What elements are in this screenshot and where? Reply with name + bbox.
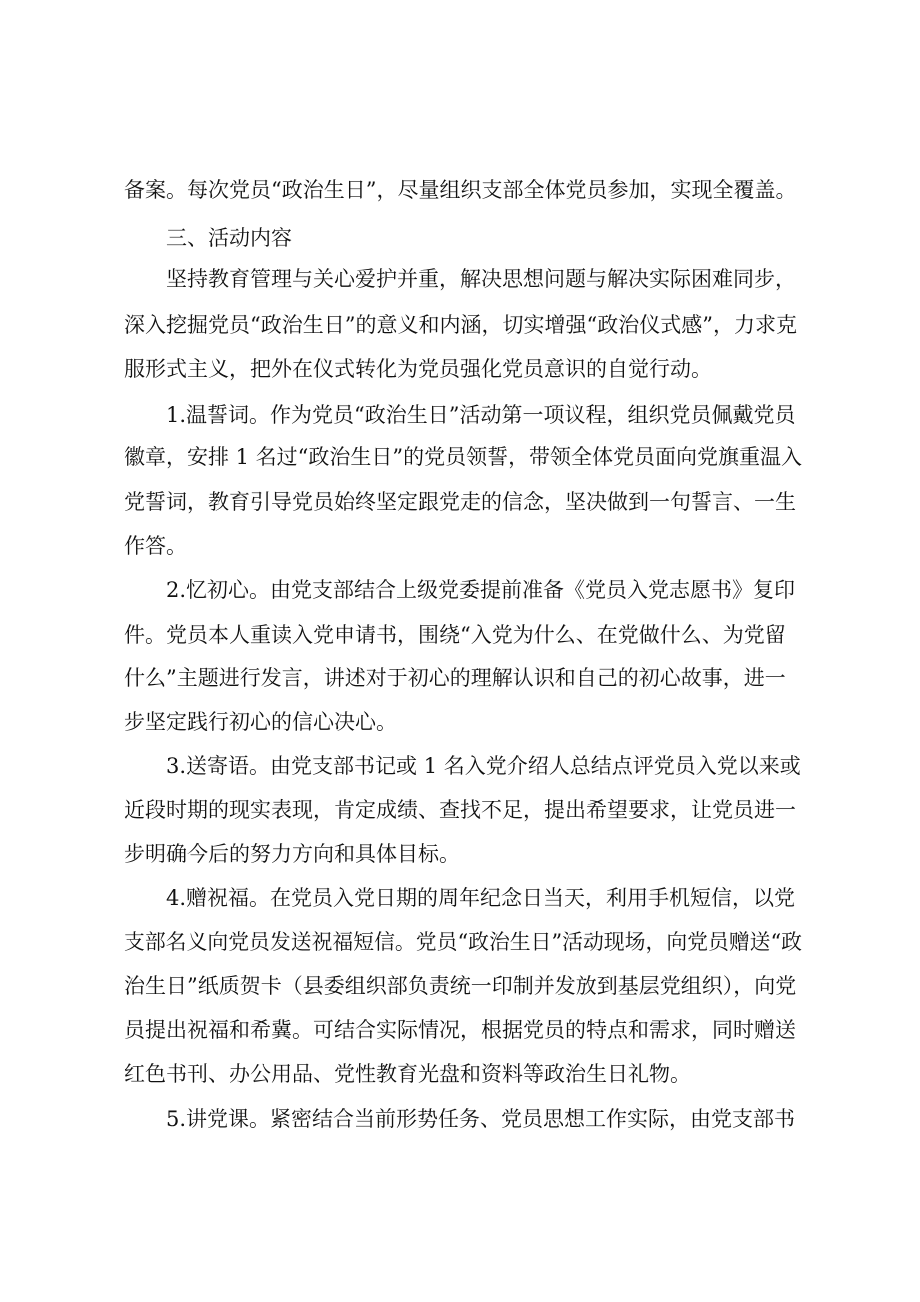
text-line <box>0 1054 920 1094</box>
text-line-content: 5.讲党课。紧密结合当前形势任务、党员思想工作实际，由党支部书 <box>166 1107 796 1131</box>
text-line <box>0 482 920 522</box>
text-line-content: 2.忆初心。由党支部结合上级党委提前准备《党员入党志愿书》复印 <box>166 578 796 602</box>
section-heading <box>0 218 920 258</box>
text-line-content: 治生日”纸质贺卡（县委组织部负责统一印制并发放到基层党组织），向党 <box>124 974 797 998</box>
text-line-content: 作答。 <box>124 534 187 558</box>
text-line <box>0 834 920 874</box>
text-line <box>0 526 920 566</box>
text-line-content: 支部名义向党员发送祝福短信。党员“政治生日”活动现场，向党员赠送“政 <box>124 930 803 954</box>
text-line-content: 徽章，安排 1 名过“政治生日”的党员领誓，带领全体党员面向党旗重温入 <box>124 445 802 469</box>
text-line-content: 服形式主义，把外在仪式转化为党员强化党员意识的自觉行动。 <box>124 357 712 381</box>
text-line <box>0 702 920 742</box>
text-line-content: 深入挖掘党员“政治生日”的意义和内涵，切实增强“政治仪式感”，力求克 <box>124 313 797 337</box>
text-line <box>0 305 920 345</box>
text-line <box>0 790 920 830</box>
text-line-content: 员提出祝福和希冀。可结合实际情况，根据党员的特点和需求，同时赠送 <box>124 1018 796 1042</box>
text-line <box>0 1099 920 1139</box>
text-line <box>0 658 920 698</box>
text-line <box>0 437 920 477</box>
text-line-content: 什么”主题进行发言，讲述对于初心的理解认识和自己的初心故事，进一 <box>124 666 786 690</box>
text-line-content: 1.温誓词。作为党员“政治生日”活动第一项议程，组织党员佩戴党员 <box>166 403 796 427</box>
text-line <box>0 570 920 610</box>
text-line-content: 坚持教育管理与关心爱护并重，解决思想问题与解决实际困难同步， <box>166 267 796 291</box>
text-line <box>0 878 920 918</box>
text-line-content: 4.赠祝福。在党员入党日期的周年纪念日当天，利用手机短信，以党 <box>166 886 796 910</box>
text-line <box>0 170 920 210</box>
text-line <box>0 966 920 1006</box>
text-line <box>0 615 920 655</box>
text-line-content: 党誓词，教育引导党员始终坚定跟党走的信念，坚决做到一句誓言、一生 <box>124 490 796 514</box>
text-line-content: 步坚定践行初心的信心决心。 <box>124 710 397 734</box>
text-line-content: 红色书刊、办公用品、党性教育光盘和资料等政治生日礼物。 <box>124 1062 691 1086</box>
text-line-content: 3.送寄语。由党支部书记或 1 名入党介绍人总结点评党员入党以来或 <box>166 754 801 778</box>
section-heading-text: 三、活动内容 <box>166 226 292 250</box>
text-line <box>0 1010 920 1050</box>
text-line <box>0 259 920 299</box>
text-line <box>0 746 920 786</box>
text-line <box>0 395 920 435</box>
text-line-content: 步明确今后的努力方向和具体目标。 <box>124 842 460 866</box>
text-line-content: 近段时期的现实表现，肯定成绩、查找不足，提出希望要求，让党员进一 <box>124 798 796 822</box>
text-line <box>0 922 920 962</box>
text-line-content: 件。党员本人重读入党申请书，围绕“入党为什么、在党做什么、为党留 <box>124 623 786 647</box>
text-line-content: 备案。每次党员“政治生日”，尽量组织支部全体党员参加，实现全覆盖。 <box>124 178 797 202</box>
text-line <box>0 349 920 389</box>
